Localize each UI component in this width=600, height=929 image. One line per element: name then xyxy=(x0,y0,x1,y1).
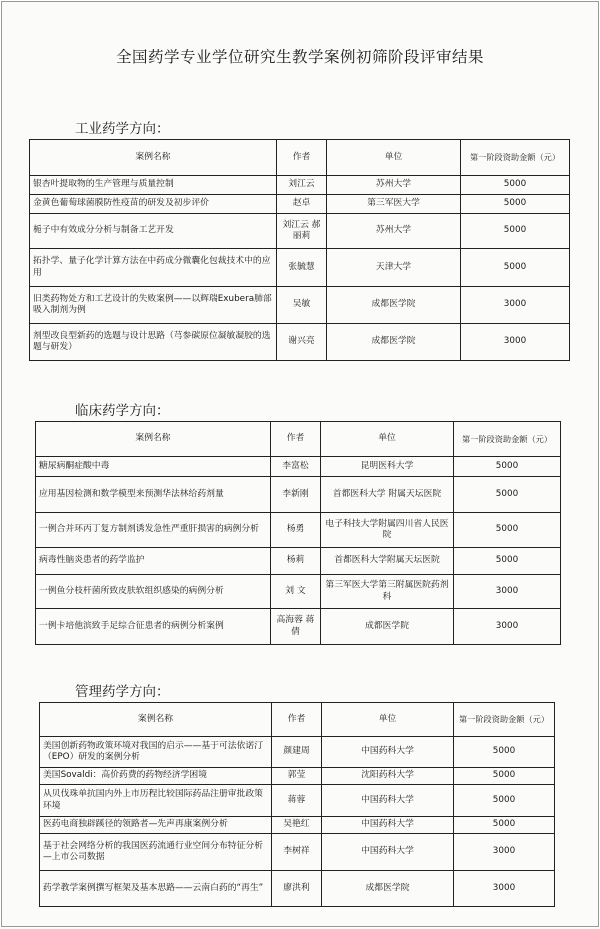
case-unit: 苏州大学 xyxy=(327,176,461,195)
col-header-author: 作者 xyxy=(277,140,327,176)
col-header-unit: 单位 xyxy=(321,422,454,457)
case-unit: 成都医学院 xyxy=(322,871,454,907)
case-name: 剂型改良型新药的选题与设计思路（芎参碳原位凝敏凝胶的选题与研发） xyxy=(30,324,277,361)
section-title-industrial: 工业药学方向： xyxy=(75,121,170,137)
case-amount: 3000 xyxy=(461,324,570,361)
case-name: 栀子中有效成分分析与制备工艺开发 xyxy=(30,214,277,249)
case-amount: 3000 xyxy=(461,287,570,324)
case-name: 病毒性脑炎患者的药学监护 xyxy=(36,548,271,575)
col-header-amount: 第一阶段资助金额（元） xyxy=(454,703,555,737)
case-unit: 第三军医大学第三附属医院药剂科 xyxy=(321,575,454,609)
section-title-management: 管理药学方向： xyxy=(75,684,170,700)
case-unit: 天津大学 xyxy=(327,249,461,287)
clinical-pharmacy-table xyxy=(35,421,561,645)
case-author: 颜建周 xyxy=(272,737,322,768)
case-unit: 电子科技大学附属四川省人民医院 xyxy=(321,513,454,548)
case-amount: 5000 xyxy=(461,249,570,287)
case-author: 郭莹 xyxy=(272,768,322,785)
case-author: 吴敏 xyxy=(277,287,327,324)
management-pharmacy-table xyxy=(39,702,555,907)
case-name: 美国创新药物政策环境对我国的启示——基于可法依诺汀（EPO）研发的案例分析 xyxy=(40,737,272,768)
case-unit: 沈阳药科大学 xyxy=(322,768,454,785)
case-amount: 5000 xyxy=(454,457,561,477)
col-header-author: 作者 xyxy=(272,703,322,737)
case-name: 拓扑学、量子化学计算方法在中药成分微囊化包裁技术中的应用 xyxy=(30,249,277,287)
case-name: 一例鱼分枝杆菌所致皮肤软组织感染的病例分析 xyxy=(36,575,271,609)
case-amount: 5000 xyxy=(454,548,561,575)
case-amount: 5000 xyxy=(454,513,561,548)
case-unit: 中国药科大学 xyxy=(322,785,454,817)
case-author: 张毓慧 xyxy=(277,249,327,287)
col-header-unit: 单位 xyxy=(327,140,461,176)
col-header-unit: 单位 xyxy=(322,703,454,737)
case-amount: 5000 xyxy=(461,176,570,195)
case-unit: 中国药科大学 xyxy=(322,834,454,871)
case-author: 李树祥 xyxy=(272,834,322,871)
table-row xyxy=(40,785,555,817)
case-name: 糖尿病酮症酸中毒 xyxy=(36,457,271,477)
table-row xyxy=(40,834,555,871)
case-name: 应用基因检测和数学模型来预测华法林给药剂量 xyxy=(36,477,271,513)
table-row xyxy=(40,871,555,907)
table-row xyxy=(30,249,570,287)
case-unit: 成都医学院 xyxy=(327,287,461,324)
case-author: 杨莉 xyxy=(271,548,321,575)
case-amount: 3000 xyxy=(454,834,555,871)
case-author: 李富松 xyxy=(271,457,321,477)
case-name: 金黄色葡萄球菌膜防性疫苗的研发及初步评价 xyxy=(30,195,277,214)
case-author: 高海蓉 蒋倩 xyxy=(271,609,321,645)
col-header-name: 案例名称 xyxy=(30,140,277,176)
case-name: 一例卡培他滨致手足综合征患者的病例分析案例 xyxy=(36,609,271,645)
page-title: 全国药学专业学位研究生教学案例初筛阶段评审结果 xyxy=(115,48,484,66)
case-unit: 成都医学院 xyxy=(327,324,461,361)
table-row xyxy=(40,737,555,768)
case-amount: 5000 xyxy=(454,817,555,834)
table-row xyxy=(40,768,555,785)
table-row xyxy=(36,477,561,513)
table-row xyxy=(30,287,570,324)
case-name: 银杏叶提取物的生产管理与质量控制 xyxy=(30,176,277,195)
table-row xyxy=(30,176,570,195)
case-unit: 苏州大学 xyxy=(327,214,461,249)
case-amount: 5000 xyxy=(454,768,555,785)
case-name: 基于社会网络分析的我国医药流通行业空间分布特征分析—上市公司数据 xyxy=(40,834,272,871)
table-row xyxy=(36,575,561,609)
document-page xyxy=(1,1,599,927)
case-amount: 3000 xyxy=(454,609,561,645)
table-row xyxy=(36,457,561,477)
section-title-clinical: 临床药学方向： xyxy=(75,403,170,419)
case-unit: 第三军医大学 xyxy=(327,195,461,214)
case-name: 从贝伐珠单抗国内外上市历程比较国际药品注册审批政策环境 xyxy=(40,785,272,817)
case-unit: 成都医学院 xyxy=(321,609,454,645)
case-amount: 5000 xyxy=(461,214,570,249)
case-amount: 5000 xyxy=(454,737,555,768)
table-row xyxy=(36,548,561,575)
case-amount: 5000 xyxy=(454,477,561,513)
case-author: 廖洪利 xyxy=(272,871,322,907)
case-amount: 5000 xyxy=(461,195,570,214)
case-author: 杨勇 xyxy=(271,513,321,548)
case-author: 蒋蓉 xyxy=(272,785,322,817)
table-row xyxy=(30,324,570,361)
industrial-pharmacy-table xyxy=(29,139,570,361)
table-row xyxy=(30,195,570,214)
case-amount: 3000 xyxy=(454,871,555,907)
case-author: 刘 文 xyxy=(271,575,321,609)
case-unit: 首都医科大学 附属天坛医院 xyxy=(321,477,454,513)
case-unit: 中国药科大学 xyxy=(322,817,454,834)
table-row xyxy=(36,513,561,548)
table-row xyxy=(36,609,561,645)
case-name: 旧类药物处方和工艺设计的失败案例——以辉瑞Exubera肺部吸入制剂为例 xyxy=(30,287,277,324)
col-header-amount: 第一阶段资助金额（元） xyxy=(454,422,561,457)
case-author: 刘江云 xyxy=(277,176,327,195)
case-author: 李新刚 xyxy=(271,477,321,513)
case-name: 医药电商独辟蹊径的领路者—先声再康案例分析 xyxy=(40,817,272,834)
case-unit: 中国药科大学 xyxy=(322,737,454,768)
col-header-amount: 第一阶段资助金额（元） xyxy=(461,140,570,176)
case-author: 赵卓 xyxy=(277,195,327,214)
case-author: 刘江云 郝丽莉 xyxy=(277,214,327,249)
case-amount: 3000 xyxy=(454,575,561,609)
col-header-name: 案例名称 xyxy=(36,422,271,457)
case-name: 一例合并环丙丁复方制剂诱发急性严重肝损害的病例分析 xyxy=(36,513,271,548)
case-author: 谢兴亮 xyxy=(277,324,327,361)
case-unit: 昆明医科大学 xyxy=(321,457,454,477)
col-header-author: 作者 xyxy=(271,422,321,457)
case-name: 药学教学案例撰写框架及基本思路——云南白药的“再生” xyxy=(40,871,272,907)
case-name: 美国Sovaldi：高价药费的药物经济学困境 xyxy=(40,768,272,785)
table-row xyxy=(40,817,555,834)
case-author: 吴艳红 xyxy=(272,817,322,834)
case-amount: 5000 xyxy=(454,785,555,817)
table-row xyxy=(30,214,570,249)
col-header-name: 案例名称 xyxy=(40,703,272,737)
case-unit: 首都医科大学附属天坛医院 xyxy=(321,548,454,575)
